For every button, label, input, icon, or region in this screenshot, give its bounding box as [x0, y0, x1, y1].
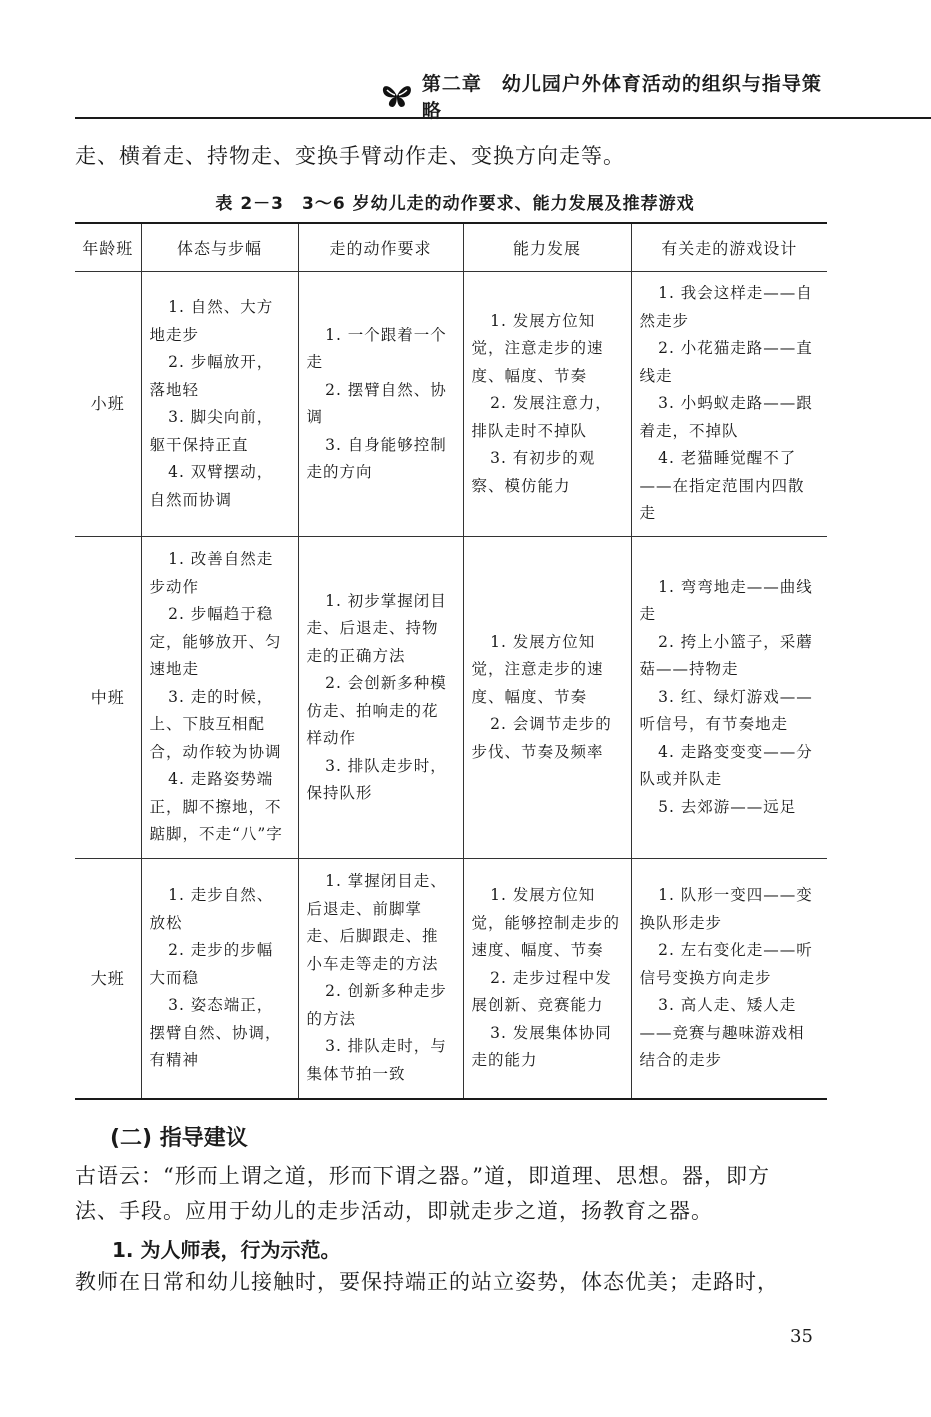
list-item: 1. 一个跟着一个走 — [306, 325, 447, 371]
list-item: 4. 走路变变变——分队或并队走 — [639, 742, 813, 789]
list-item: 3. 排队走时，与集体节拍一致 — [306, 1037, 447, 1083]
list-item: 3. 走的时候，上、下肢互相配合，动作较为协调 — [149, 687, 282, 761]
list-item: 3. 小蚂蚁走路——跟着走，不掉队 — [639, 394, 813, 440]
age-cell: 大班 — [75, 859, 141, 1099]
list-item: 3. 有初步的观察、模仿能力 — [471, 449, 596, 495]
games-cell — [631, 859, 827, 1099]
posture-cell — [141, 272, 298, 537]
list-item: 2. 会创新多种模仿走、拍响走的花样动作 — [306, 674, 447, 747]
list-item: 3. 高人走、矮人走——竞赛与趣味游戏相结合的走步 — [639, 996, 805, 1069]
page-number: 35 — [790, 1326, 813, 1347]
header-age: 年龄班 — [75, 223, 141, 272]
list-item: 2. 走步过程中发展创新、竞赛能力 — [471, 968, 612, 1014]
header-development: 能力发展 — [463, 223, 631, 272]
table-header-row — [75, 223, 827, 272]
list-item: 3. 发展集体协同走的能力 — [471, 1023, 612, 1069]
list-item: 1. 改善自然走步动作 — [149, 550, 274, 596]
chapter-title: 第二章 幼儿园户外体育活动的组织与指导策略 — [421, 73, 822, 122]
posture-cell — [141, 859, 298, 1099]
age-cell: 小班 — [75, 272, 141, 537]
header-rule — [75, 117, 931, 119]
list-item: 2. 挎上小篮子，采蘑菇——持物走 — [639, 632, 813, 679]
header-posture: 体态与步幅 — [141, 223, 298, 272]
list-item: 3. 红、绿灯游戏——听信号，有节奏地走 — [639, 687, 813, 734]
list-item: 1. 初步掌握闭目走、后退走、持物走的正确方法 — [306, 591, 447, 665]
list-item: 3. 排队走步时，保持队形 — [306, 756, 447, 802]
list-item: 2. 走步的步幅大而稳 — [149, 941, 274, 987]
list-item: 1. 掌握闭目走、后退走、前脚掌走、后脚跟走、推小车走等走的方法 — [306, 872, 447, 973]
subsection-heading: 1. 为人师表，行为示范。 — [112, 1238, 341, 1262]
list-item: 5. 去郊游——远足 — [658, 797, 797, 816]
table-row — [75, 272, 827, 537]
development-cell — [463, 272, 631, 537]
list-item: 1. 发展方位知觉，能够控制走步的速度、幅度、节奏 — [471, 886, 621, 959]
age-cell: 中班 — [75, 537, 141, 859]
list-item: 1. 队形一变四——变换队形走步 — [639, 886, 813, 932]
requirements-cell — [298, 272, 463, 537]
list-item: 1. 弯弯地走——曲线走 — [639, 577, 813, 624]
list-item: 2. 摆臂自然、协调 — [306, 380, 447, 426]
paragraph-line: 法、手段。应用于幼儿的走步活动，即就走步之道，扬教育之器。 — [75, 1199, 713, 1223]
games-cell — [631, 272, 827, 537]
list-item: 4. 走路姿势端正，脚不擦地，不踮脚，不走“八”字 — [149, 770, 283, 844]
list-item: 3. 自身能够控制走的方向 — [306, 435, 447, 481]
list-item: 3. 脚尖向前，躯干保持正直 — [149, 408, 274, 454]
paragraph-line: 教师在日常和幼儿接触时，要保持端正的站立姿势，体态优美；走路时， — [75, 1270, 779, 1294]
table-title: 表 2－3 3～6 岁幼儿走的动作要求、能力发展及推荐游戏 — [215, 194, 695, 214]
list-item: 1. 我会这样走——自然走步 — [639, 284, 813, 330]
list-item: 1. 发展方位知觉，注意走步的速度、幅度、节奏 — [471, 311, 604, 385]
list-item: 2. 左右变化走——听信号变换方向走步 — [639, 941, 813, 987]
header-requirements: 走的动作要求 — [298, 223, 463, 272]
list-item: 3. 姿态端正，摆臂自然、协调，有精神 — [149, 996, 282, 1069]
list-item: 2. 发展注意力，排队走时不掉队 — [471, 394, 612, 440]
requirements-cell — [298, 859, 463, 1099]
list-item: 2. 创新多种走步的方法 — [306, 982, 447, 1028]
list-item: 1. 自然、大方地走步 — [149, 298, 274, 344]
requirements-cell — [298, 537, 463, 859]
list-item: 2. 步幅放开，落地轻 — [149, 353, 274, 399]
list-item: 2. 步幅趋于稳定，能够放开、匀速地走 — [149, 605, 282, 679]
table-row — [75, 859, 827, 1099]
intro-line: 走、横着走、持物走、变换手臂动作走、变换方向走等。 — [75, 144, 625, 168]
development-cell — [463, 859, 631, 1099]
butterfly-icon — [380, 83, 414, 109]
paragraph-line: 古语云：“形而上谓之道，形而下谓之器。”道，即道理、思想。器，即方 — [75, 1164, 770, 1188]
header-games: 有关走的游戏设计 — [631, 223, 827, 272]
list-item: 1. 发展方位知觉，注意走步的速度、幅度、节奏 — [471, 632, 604, 706]
list-item: 2. 会调节走步的步伐、节奏及频率 — [471, 715, 612, 761]
list-item: 4. 双臂摆动，自然而协调 — [149, 463, 274, 509]
walking-table — [75, 222, 827, 1100]
posture-cell — [141, 537, 298, 859]
section-heading: (二) 指导建议 — [110, 1126, 248, 1151]
list-item: 4. 老猫睡觉醒不了——在指定范围内四散走 — [639, 449, 805, 523]
list-item: 1. 走步自然、放松 — [149, 886, 274, 932]
games-cell — [631, 537, 827, 859]
table-row — [75, 537, 827, 859]
development-cell — [463, 537, 631, 859]
chapter-header — [380, 73, 840, 122]
list-item: 2. 小花猫走路——直线走 — [639, 339, 813, 385]
